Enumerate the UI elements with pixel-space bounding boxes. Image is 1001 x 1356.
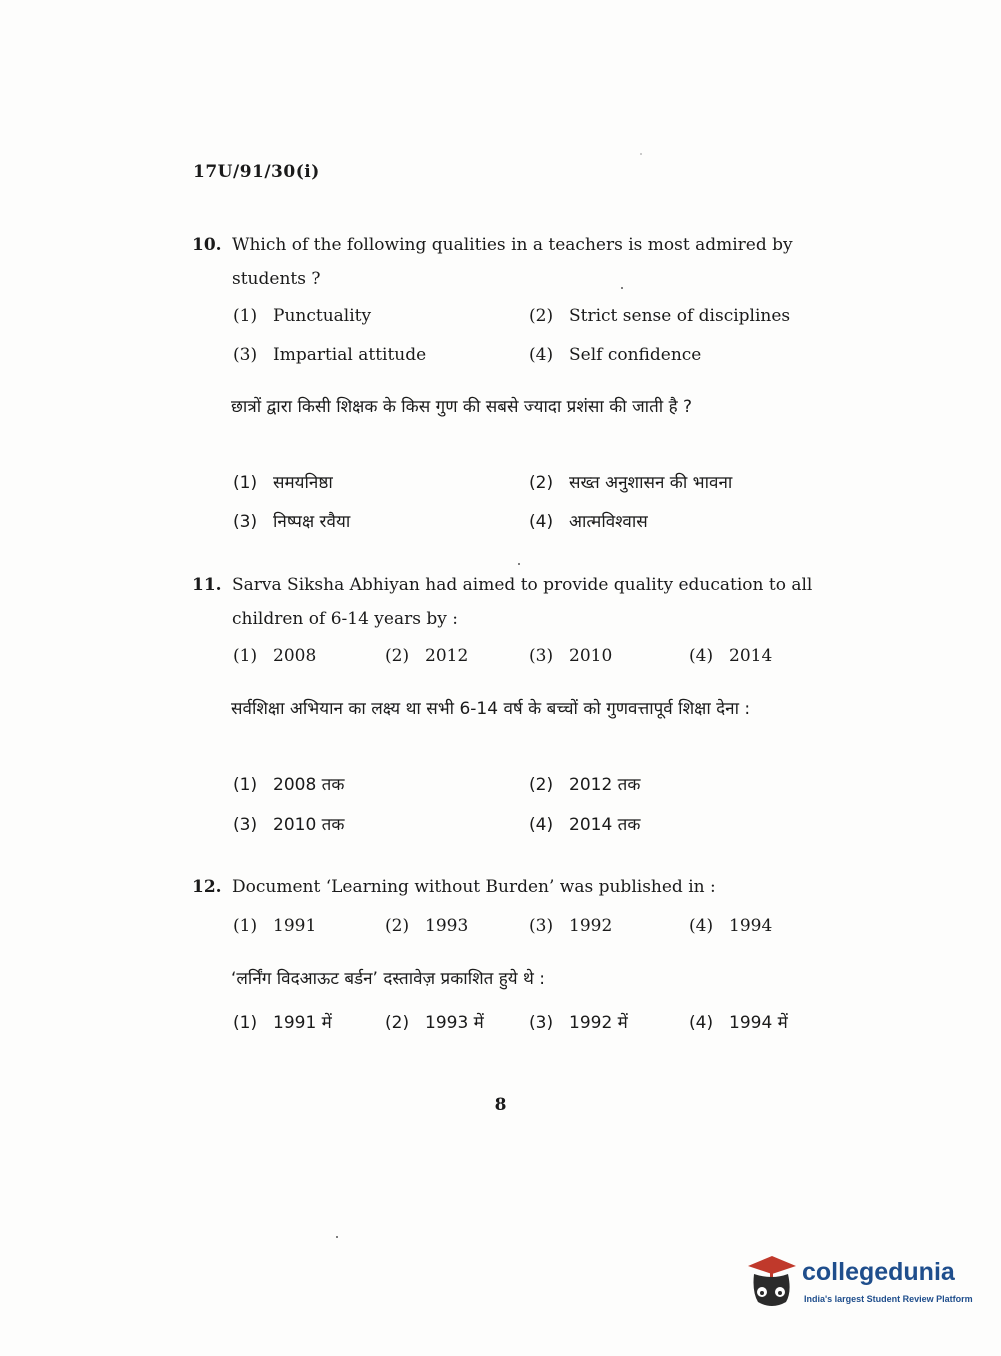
question-10-text bbox=[192, 228, 822, 296]
paper-code: 17U/91/30(i) bbox=[193, 162, 320, 182]
option: (3) 2010 bbox=[529, 646, 613, 666]
option: (3) निष्पक्ष रवैया bbox=[233, 512, 351, 532]
option: (3) Impartial attitude bbox=[233, 345, 427, 365]
option: (1) 2008 bbox=[233, 646, 317, 666]
collegedunia-watermark bbox=[742, 1250, 972, 1314]
option: (1) Punctuality bbox=[233, 306, 372, 326]
scan-speck bbox=[640, 153, 642, 155]
scan-speck bbox=[518, 563, 520, 565]
option: (2) 1993 में bbox=[385, 1013, 484, 1033]
question-12-text bbox=[192, 870, 822, 904]
brand-name: collegedunia bbox=[802, 1258, 955, 1286]
option: (2) 2012 bbox=[385, 646, 469, 666]
question-number: 10. bbox=[192, 235, 222, 255]
option: (4) Self confidence bbox=[529, 345, 702, 365]
option: (1) 1991 bbox=[233, 916, 317, 936]
option: (4) 2014 bbox=[689, 646, 773, 666]
option: (1) 2008 तक bbox=[233, 775, 345, 795]
question-number: 12. bbox=[192, 877, 222, 897]
question-10-text-hi: छात्रों द्वारा किसी शिक्षक के किस गुण की सबसे ज्यादा प्रशंसा की जाती है ? bbox=[231, 397, 693, 417]
question-text-en: Which of the following qualities in a teachers is most admired by students ? bbox=[232, 235, 793, 289]
scan-speck bbox=[336, 1236, 338, 1238]
option: (2) Strict sense of disciplines bbox=[529, 306, 791, 326]
option: (2) 1993 bbox=[385, 916, 469, 936]
option: (3) 1992 में bbox=[529, 1013, 628, 1033]
option: (4) 1994 में bbox=[689, 1013, 788, 1033]
question-text-en: Document ‘Learning without Burden’ was published in : bbox=[232, 877, 716, 897]
option: (1) 1991 में bbox=[233, 1013, 332, 1033]
question-text-en: Sarva Siksha Abhiyan had aimed to provide quality education to all children of 6-14 years by : bbox=[232, 575, 813, 629]
option: (3) 1992 bbox=[529, 916, 613, 936]
option: (2) सख्त अनुशासन की भावना bbox=[529, 473, 733, 493]
brand-tagline: India's largest Student Review Platform bbox=[804, 1294, 973, 1304]
mascot-logo-icon bbox=[742, 1252, 800, 1310]
question-12-text-hi: ‘लर्निंग विदआऊट बर्डन’ दस्तावेज़ प्रकाशित हुये थे : bbox=[231, 969, 546, 989]
question-11-text bbox=[192, 568, 822, 636]
question-number: 11. bbox=[192, 575, 222, 595]
page-number: 8 bbox=[494, 1095, 507, 1115]
option: (3) 2010 तक bbox=[233, 815, 345, 835]
scan-speck bbox=[621, 287, 623, 289]
question-11-text-hi: सर्वशिक्षा अभियान का लक्ष्य था सभी 6-14 वर्ष के बच्चों को गुणवत्तापूर्व शिक्षा देना : bbox=[231, 699, 751, 719]
option: (1) समयनिष्ठा bbox=[233, 473, 333, 493]
option: (2) 2012 तक bbox=[529, 775, 641, 795]
option: (4) आत्मविश्वास bbox=[529, 512, 648, 532]
option: (4) 2014 तक bbox=[529, 815, 641, 835]
option: (4) 1994 bbox=[689, 916, 773, 936]
